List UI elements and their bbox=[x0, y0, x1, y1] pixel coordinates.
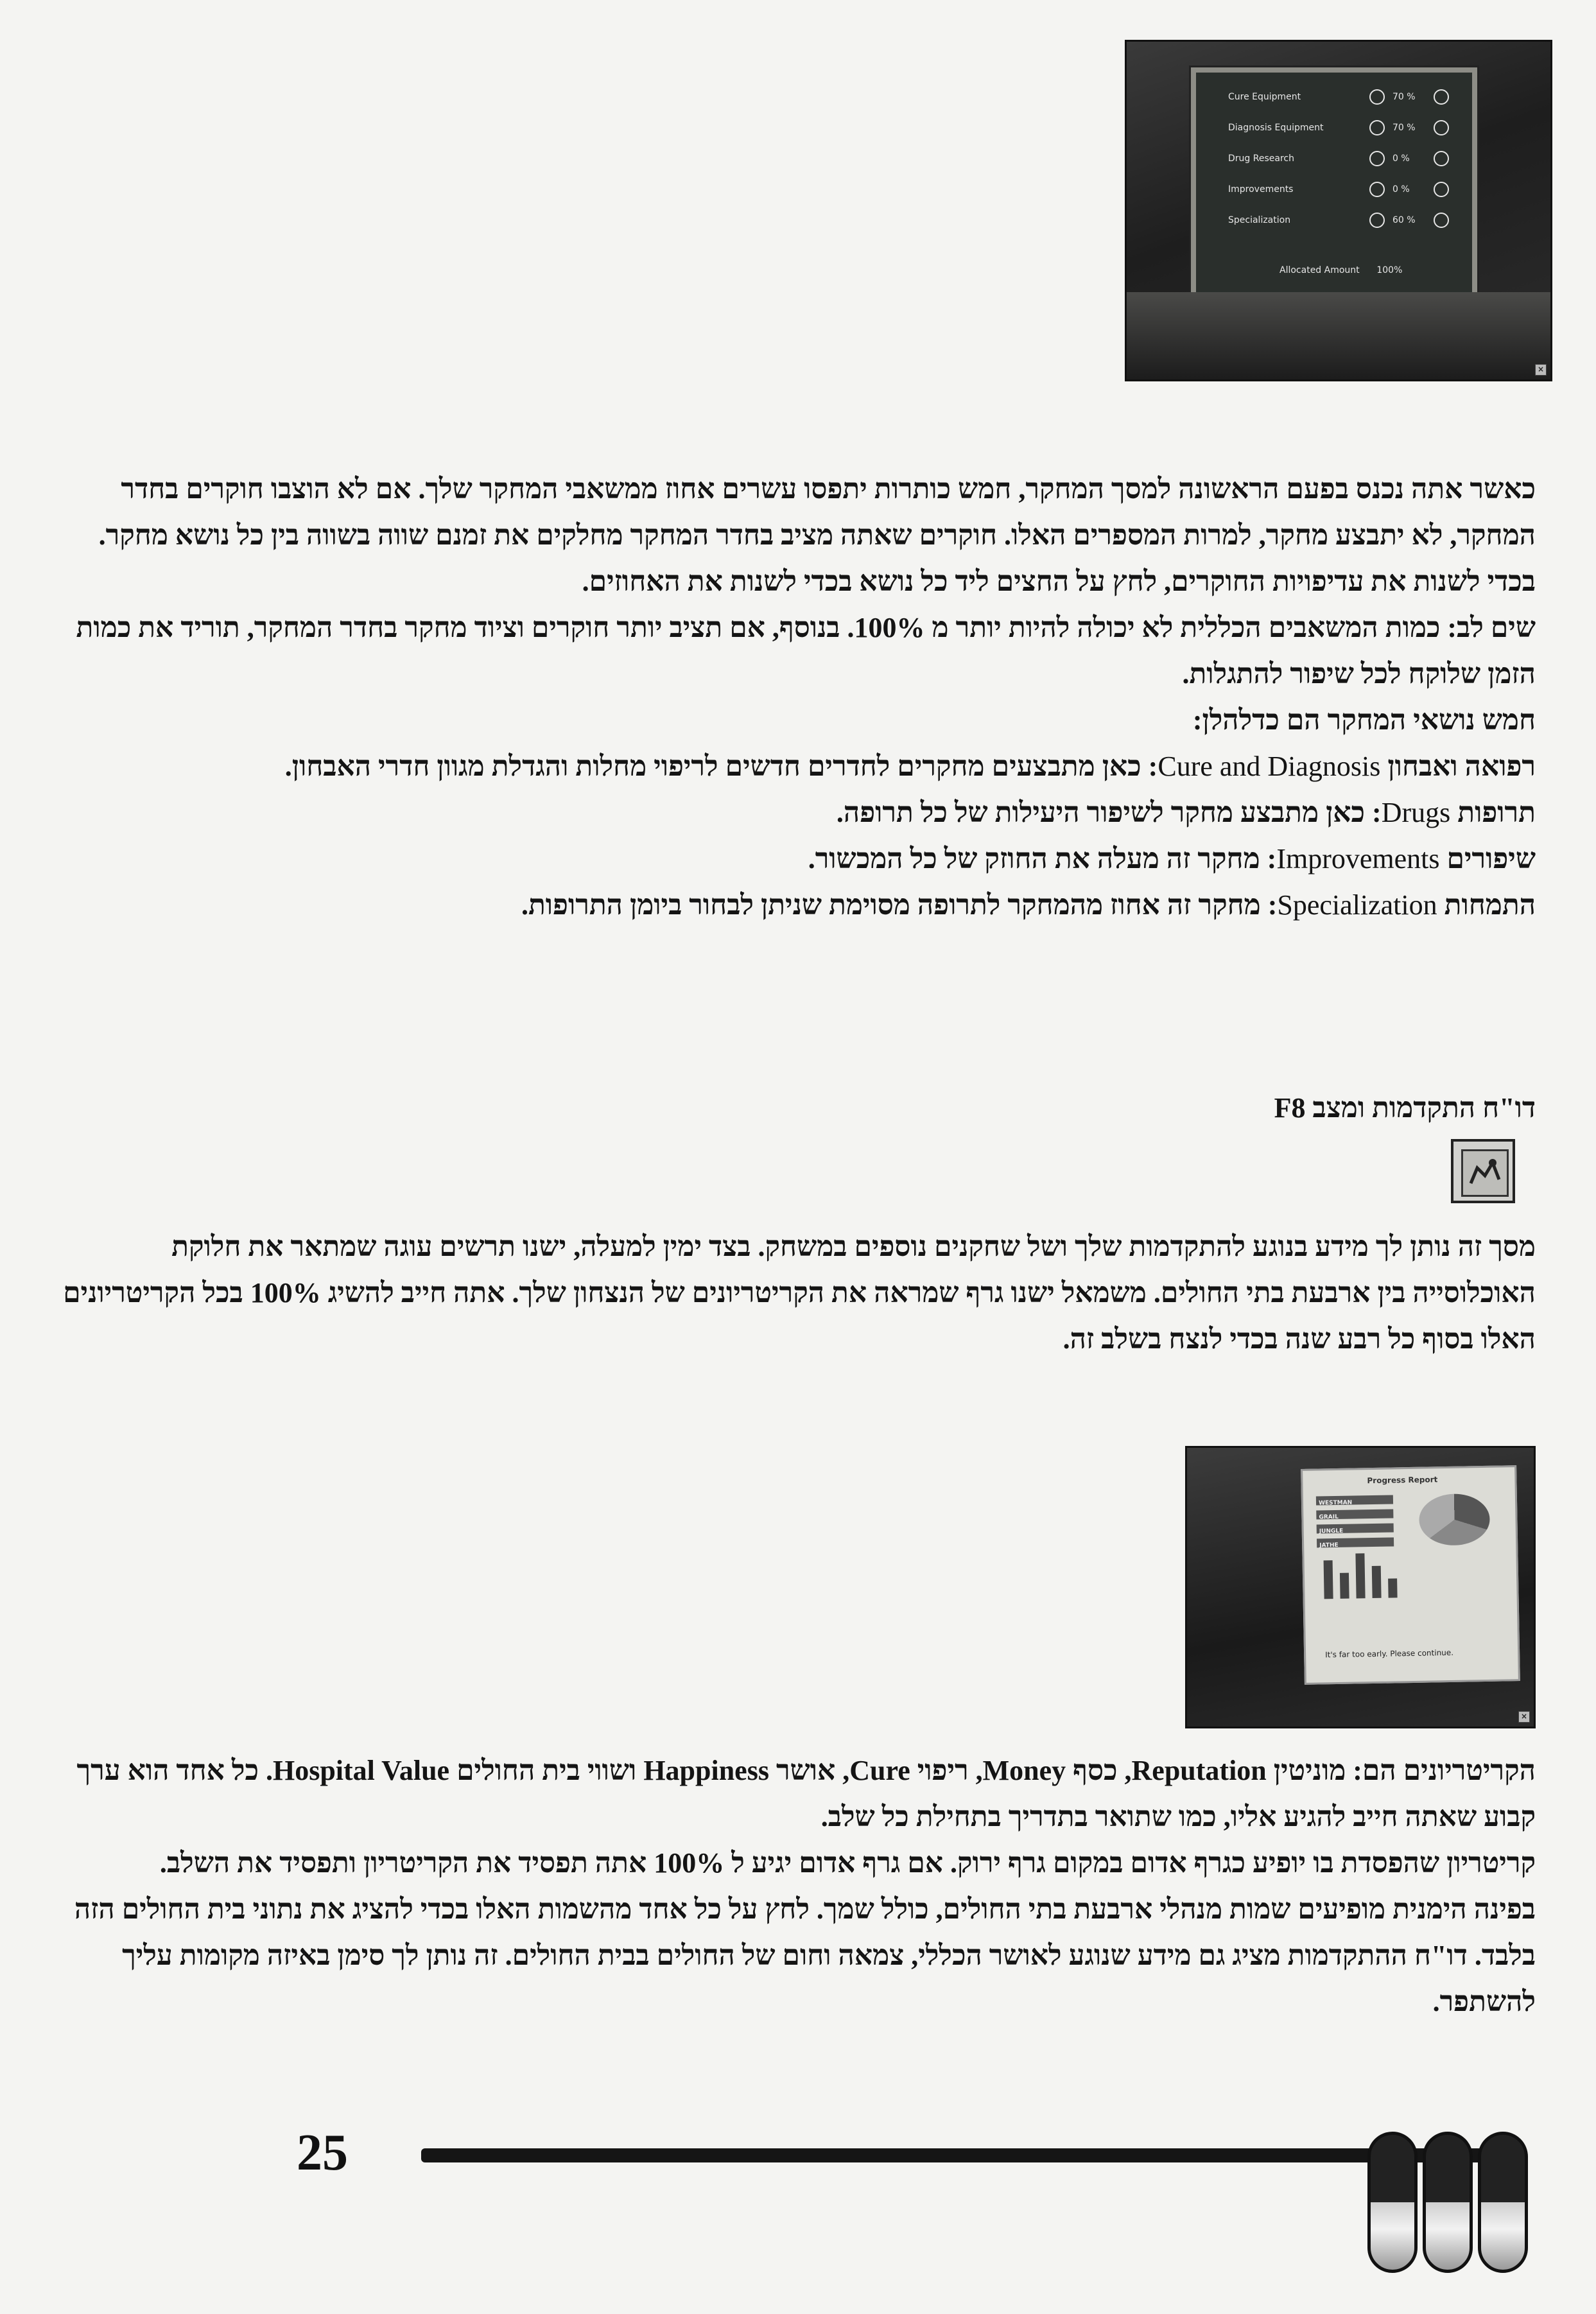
increase-icon bbox=[1434, 182, 1449, 197]
progress-report-section bbox=[62, 1224, 1536, 1362]
research-row-value: 60 % bbox=[1392, 215, 1416, 225]
decrease-icon bbox=[1369, 182, 1385, 197]
pill-icon bbox=[1367, 2132, 1418, 2273]
criteria-bar bbox=[1340, 1573, 1349, 1599]
research-row-value: 0 % bbox=[1392, 184, 1410, 195]
close-icon: × bbox=[1518, 1711, 1530, 1723]
research-topic-en: Cure and Diagnosis bbox=[1158, 751, 1381, 782]
allocated-amount-label: Allocated Amount bbox=[1279, 265, 1360, 275]
research-row-value: 0 % bbox=[1392, 153, 1410, 164]
increase-icon bbox=[1434, 213, 1449, 228]
decrease-icon bbox=[1369, 213, 1385, 228]
decrease-icon bbox=[1369, 89, 1385, 105]
research-topic-label: תרופות bbox=[1457, 797, 1536, 828]
pill-icon bbox=[1478, 2132, 1528, 2273]
research-row-label: Diagnosis Equipment bbox=[1228, 123, 1324, 133]
criteria-bar bbox=[1355, 1553, 1365, 1598]
hospital-name-box: JATHE bbox=[1317, 1537, 1394, 1547]
research-topic-item bbox=[62, 744, 1536, 790]
research-row bbox=[1228, 147, 1459, 173]
pill-icon bbox=[1423, 2132, 1473, 2273]
page-number: 25 bbox=[297, 2125, 348, 2181]
research-row-value: 70 % bbox=[1392, 92, 1416, 102]
progress-report-icon bbox=[1451, 1139, 1515, 1203]
research-topic-item bbox=[62, 836, 1536, 882]
research-row bbox=[1228, 178, 1459, 204]
increase-icon bbox=[1434, 89, 1449, 105]
hospital-name-box: JUNGLE bbox=[1317, 1523, 1394, 1533]
footer-rule bbox=[421, 2148, 1513, 2162]
research-row bbox=[1228, 116, 1459, 142]
close-icon: × bbox=[1535, 364, 1547, 376]
research-row bbox=[1228, 85, 1459, 111]
research-topic-en: Drugs bbox=[1381, 797, 1451, 828]
criteria-lost-paragraph: קריטריון שהפסדת בו יופיע כגרף אדום במקום גרף ירוק. אם גרף אדום יגיע ל 100% אתה תפסיד את הקריטריון ותפסיד את השלב. bbox=[159, 1847, 1536, 1879]
progress-report-paragraph: מסך זה נותן לך מידע בנוגע להתקדמות שלך ושל שחקנים נוספים במשחק. בצד ימין למעלה, ישנו תרשים עוגה שמתאר את חלוקת האוכלוסייה בין ארבעת בתי החולים. משמאל ישנו גרף שמראה את הקריטריונים של הנצחון שלך. אתה חייב להשיג 100% בכל הקריטריונים האלו בסוף כל רבע שנה בכדי לנצח בשלב זה. bbox=[63, 1231, 1536, 1355]
research-row-label: Drug Research bbox=[1228, 153, 1294, 164]
research-topic-item bbox=[62, 790, 1536, 836]
criteria-bar bbox=[1388, 1578, 1398, 1597]
research-topic-text: : מחקר זה אחוז מהמחקר לתרופה מסוימת שניתן לבחור ביומן התרופות. bbox=[521, 889, 1278, 921]
increase-icon bbox=[1434, 120, 1449, 135]
research-topic-text: : כאן מתבצע מחקר לשיפור היעילות של כל תרופה. bbox=[836, 797, 1382, 828]
population-pie-icon bbox=[1419, 1493, 1490, 1546]
allocated-amount-value: 100% bbox=[1376, 265, 1403, 275]
research-screen-screenshot bbox=[1125, 40, 1552, 381]
research-row-label: Improvements bbox=[1228, 184, 1294, 195]
progress-report-warning: It's far too early. Please continue. bbox=[1325, 1648, 1454, 1660]
research-topic-en: Specialization bbox=[1277, 889, 1437, 921]
research-topics-heading: חמש נושאי המחקר הם כדלהלן: bbox=[1192, 704, 1536, 736]
research-section bbox=[62, 466, 1536, 928]
lab-bench bbox=[1127, 292, 1550, 379]
criteria-bar bbox=[1372, 1566, 1382, 1598]
research-row-label: Specialization bbox=[1228, 215, 1291, 225]
decrease-icon bbox=[1369, 151, 1385, 166]
research-topic-text: : מחקר זה מעלה את החוזק של כל המכשור. bbox=[808, 843, 1277, 874]
progress-report-screenshot bbox=[1185, 1446, 1536, 1728]
research-allocation-board bbox=[1191, 67, 1477, 309]
research-row bbox=[1228, 209, 1459, 234]
research-row-label: Cure Equipment bbox=[1228, 92, 1301, 102]
progress-report-heading: דו"ח התקדמות ומצב F8 bbox=[1274, 1092, 1536, 1124]
research-topic-label: שיפורים bbox=[1446, 843, 1536, 874]
research-topic-text: : כאן מתבצעים מחקרים לחדרים חדשים לריפוי מחלות והגדלת מגוון חדרי האבחון. bbox=[284, 751, 1158, 782]
allocated-amount bbox=[1279, 265, 1402, 275]
criteria-bar bbox=[1324, 1560, 1333, 1599]
research-note-paragraph: שים לב: כמות המשאבים הכללית לא יכולה להיות יותר מ 100%. בנוסף, אם תציב יותר חוקרים וציוד מחקר בחדר המחקר, תוריד את כמות הזמן שלוקח לכל שיפור להתגלות. bbox=[76, 612, 1536, 690]
research-row-value: 70 % bbox=[1392, 123, 1416, 133]
progress-report-sheet bbox=[1301, 1465, 1520, 1685]
research-intro-paragraph: כאשר אתה נכנס בפעם הראשונה למסך המחקר, חמש כותרות יתפסו עשרים אחוז ממשאבי המחקר שלך. אם לא הוצבו חוקרים בחדר המחקר, לא יתבצע מחקר, למרות המספרים האלו. חוקרים שאתה מציב בחדר המחקר מחלקים את זמנם שווה בשווה בין כל נושא מחקר. בכדי לשנות את עדיפויות החוקרים, לחץ על החצים ליד כל נושא בכדי לשנות את האחוזים. bbox=[98, 473, 1536, 597]
criteria-section bbox=[62, 1748, 1536, 2025]
research-topic-item bbox=[62, 882, 1536, 928]
hospital-name-box: WESTMAN bbox=[1316, 1495, 1393, 1505]
hospital-managers-paragraph: בפינה הימנית מופיעים שמות מנהלי ארבעת בתי החולים, כולל שמך. לחץ על כל אחד מהשמות האלו בכדי להציג את נתוני בית החולים הזה בלבד. דו"ח ההתקדמות מציג גם מידע שנוגע לאושר הכללי, צמאה וחום של החולים בבית החולים. זה נותן לך סימן באיזה מקומות עליך להשתפר. bbox=[74, 1893, 1536, 2017]
research-topic-en: Improvements bbox=[1276, 843, 1440, 874]
research-topic-label: התמחות bbox=[1444, 889, 1536, 921]
decrease-icon bbox=[1369, 120, 1385, 135]
hospital-name-box: GRAIL bbox=[1316, 1509, 1393, 1519]
increase-icon bbox=[1434, 151, 1449, 166]
research-topic-label: רפואה ואבחון bbox=[1387, 751, 1536, 782]
criteria-paragraph: הקריטריונים הם: מוניטין Reputation, כסף Money, ריפוי Cure, אושר Happiness ושווי בית החולים Hospital Value. כל אחד הוא ערך קבוע שאתה חייב להגיע אליו, כמו שתואר בתדריך בתחילת כל שלב. bbox=[76, 1755, 1536, 1832]
progress-report-title: Progress Report bbox=[1367, 1475, 1438, 1486]
